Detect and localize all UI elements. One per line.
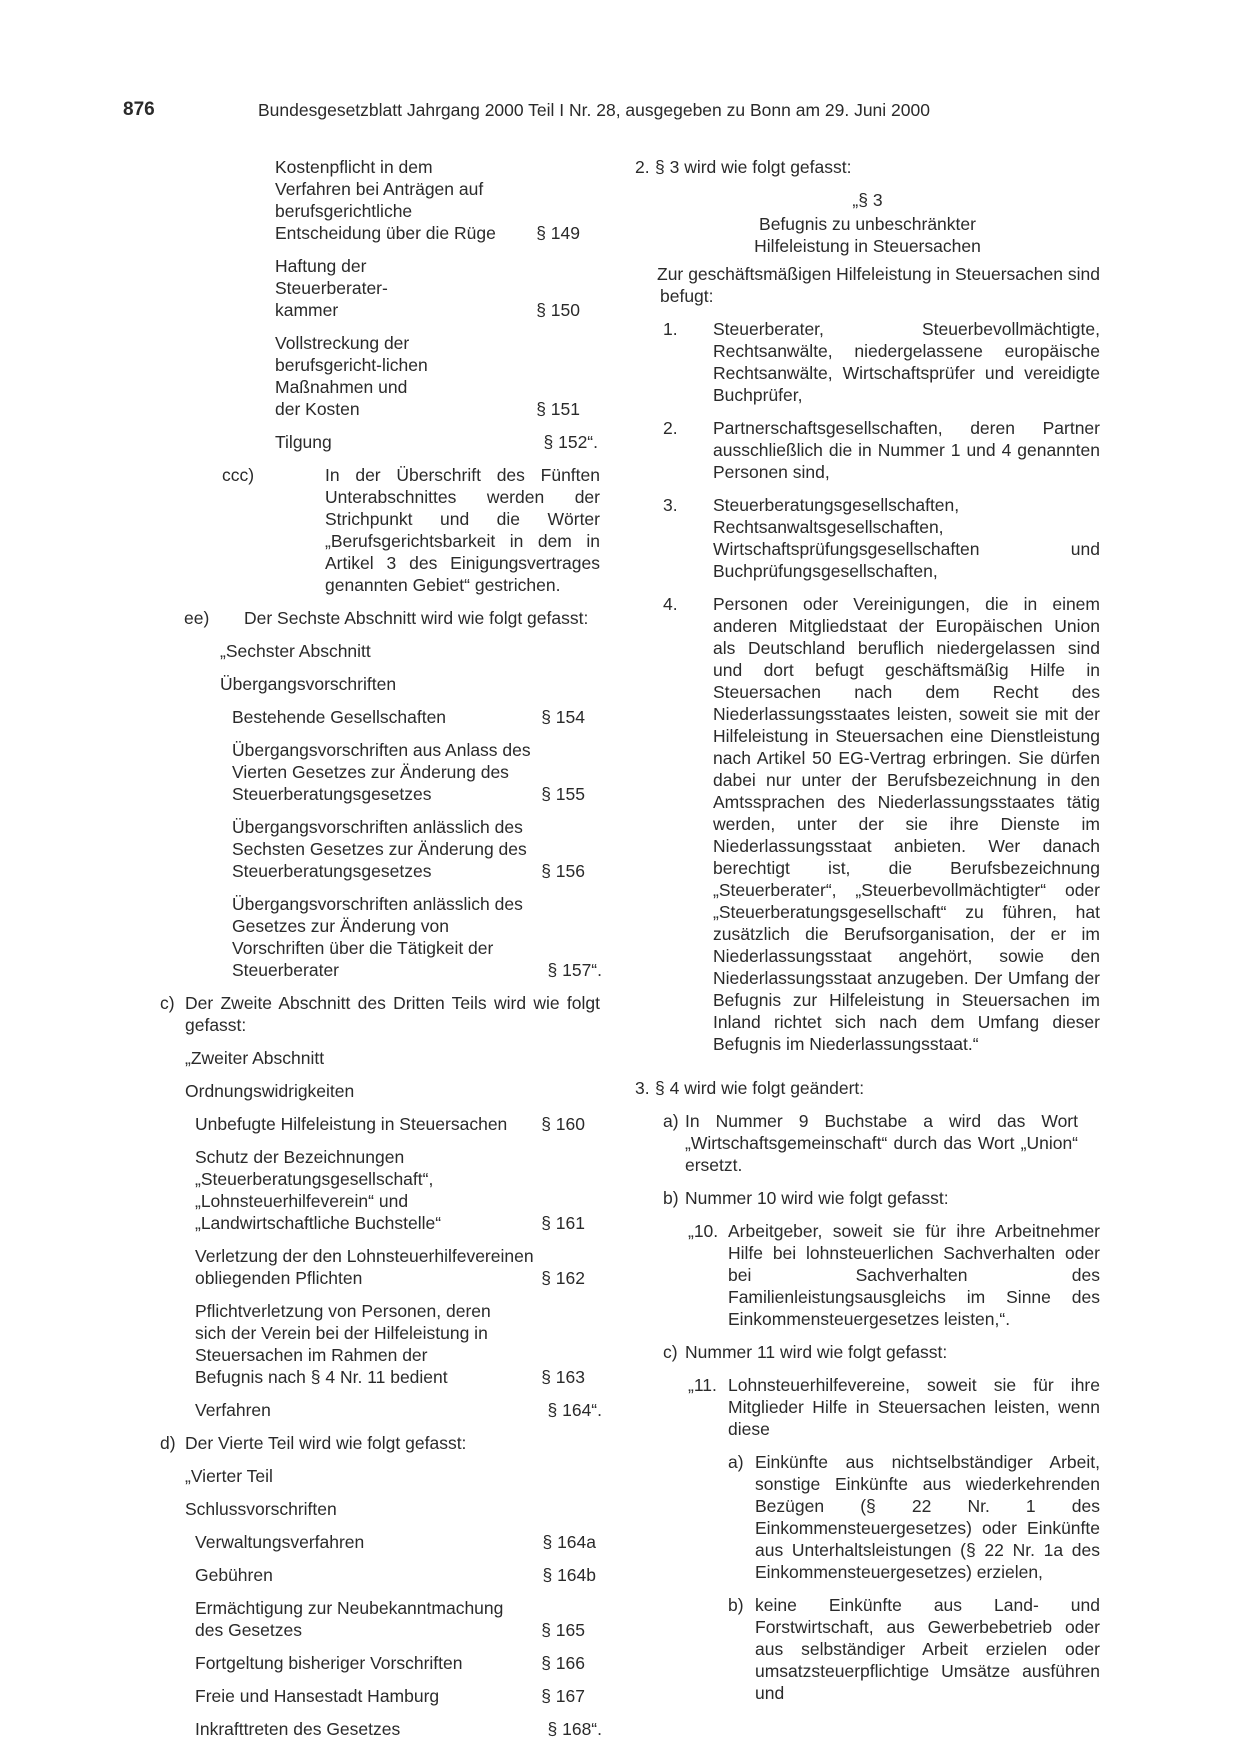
toc-text: Freie und Hansestadt Hamburg [195, 1686, 440, 1706]
item-d [160, 1432, 600, 1454]
toc-entry [232, 706, 600, 728]
item-text: keine Einkünfte aus Land- und Forstwirtschaft, aus Gewerbebetrieb oder aus selbständiger Arbeit erzielen oder umsatzsteuerpflichtige Umsätze ausführen und [755, 1595, 1100, 1703]
section-ref: § 161 [541, 1213, 585, 1233]
page-number: 876 [123, 99, 155, 120]
item-text: In Nummer 9 Buchstabe a wird das Wort „Wirtschaftsgemeinschaft“ durch das Wort „Union“ ersetzt. [685, 1111, 1078, 1175]
item-3a [663, 1110, 1078, 1176]
item-label: 1. [663, 319, 678, 339]
toc-entry [195, 1597, 600, 1641]
toc-entry [195, 1564, 600, 1586]
section-ref: § 152“. [543, 432, 598, 452]
section-ref: § 165 [541, 1620, 585, 1640]
item-n10 [688, 1220, 1100, 1330]
item-3c [663, 1341, 1100, 1363]
left-column [160, 156, 600, 1751]
section-ref: § 164b [542, 1565, 596, 1585]
item-n11 [688, 1374, 1100, 1440]
section-subheading: Schlussvorschriften [185, 1499, 337, 1519]
item-label: c) [663, 1342, 678, 1362]
item-label: c) [160, 993, 175, 1013]
item-label: ccc) [222, 465, 255, 485]
toc-block-c [160, 1113, 600, 1421]
item-label: 3. [635, 1078, 650, 1098]
toc-entry [232, 893, 600, 981]
section-ref: § 149 [536, 223, 580, 243]
toc-text: Haftung der Steuerberater-kammer [275, 256, 388, 320]
item-text: Einkünfte aus nichtselbständiger Arbeit, sonstige Einkünfte aus wiederkehrenden Bezügen (§ 22 Nr. 1 des Einkommensteuergesetzes) oder Einkünfte aus Unterhaltsleistungen (§ 22 Nr. 1a des Einkommensteuergesetzes) erzielen, [755, 1452, 1100, 1582]
section-ref: § 151 [536, 399, 580, 419]
section-ref: § 150 [536, 300, 580, 320]
item-3b [663, 1187, 1100, 1209]
toc-entry [275, 431, 600, 453]
section-ref: § 160 [541, 1114, 585, 1134]
toc-text: Inkrafttreten des Gesetzes [195, 1719, 401, 1739]
item-ee [184, 607, 600, 629]
item-n11a [728, 1451, 1100, 1583]
item-text: Steuerberater, Steuerbevollmächtigte, Rechtsanwälte, niedergelassene europäische Rechtsanwälte, Wirtschaftsprüfer und vereidigte Buchprüfer, [713, 319, 1100, 405]
intro-text [635, 263, 1100, 307]
toc-text: Übergangsvorschriften aus Anlass des Vierten Gesetzes zur Änderung des Steuerberatungsgesetzes [232, 740, 531, 804]
item-text: § 3 wird wie folgt gefasst: [655, 157, 852, 177]
toc-text: Tilgung [275, 432, 332, 452]
toc-text: Schutz der Bezeichnungen „Steuerberatungsgesellschaft“, „Lohnsteuerhilfeverein“ und „Landwirtschaftliche Buchstelle“ [195, 1147, 442, 1233]
toc-text: Gebühren [195, 1565, 273, 1585]
item-text: Nummer 11 wird wie folgt gefasst: [685, 1342, 948, 1362]
item-label: 4. [663, 594, 678, 614]
item-text: Partnerschaftsgesellschaften, deren Partner ausschließlich die in Nummer 1 und 4 genannten Personen sind, [713, 418, 1100, 482]
toc-entry [195, 1113, 600, 1135]
item-text: Steuerberatungsgesellschaften, Rechtsanwaltsgesellschaften, Wirtschaftsprüfungsgesellschaften und Buchprüfungsgesellschaften, [713, 495, 1100, 581]
toc-text: Unbefugte Hilfeleistung in Steuersachen [195, 1114, 508, 1134]
section-ref: § 168“. [547, 1719, 602, 1739]
right-column [635, 156, 1100, 1715]
toc-entry [195, 1531, 600, 1553]
item-text: Lohnsteuerhilfevereine, soweit sie für ihre Mitglieder Hilfe in Steuersachen leisten, wenn diese [728, 1375, 1100, 1439]
toc-entry [275, 255, 600, 321]
toc-text: Verwaltungsverfahren [195, 1532, 365, 1552]
item-label: „10. [688, 1221, 719, 1241]
section-heading: „Vierter Teil [185, 1466, 273, 1486]
item-label: a) [728, 1452, 744, 1472]
toc-text: Pflichtverletzung von Personen, deren sich der Verein bei der Hilfeleistung in Steuersachen im Rahmen der Befugnis nach § 4 Nr. 11 bedient [195, 1301, 491, 1387]
toc-text: Kostenpflicht in dem Verfahren bei Anträgen auf berufsgerichtliche Entscheidung über die Rüge [275, 157, 496, 243]
section-ref: § 162 [541, 1268, 585, 1288]
item-label: b) [663, 1188, 679, 1208]
paragraph-head: „§ 3 [852, 190, 883, 210]
paragraph-title: Befugnis zu unbeschränkter [759, 214, 976, 234]
toc-block-d [160, 1531, 600, 1740]
section-heading: „Sechster Abschnitt [220, 641, 371, 661]
section-ref: § 163 [541, 1367, 585, 1387]
section-ref: § 156 [541, 861, 585, 881]
item-2 [635, 156, 1100, 178]
list-item [663, 417, 1100, 483]
section-ref: § 166 [541, 1653, 585, 1673]
item-text: Arbeitgeber, soweit sie für ihre Arbeitnehmer Hilfe bei lohnsteuerlichen Sachverhalten oder bei Sachverhalten des Familienleistungsausgleichs im Sinne des Einkommensteuergesetzes leisten,“. [728, 1221, 1100, 1329]
item-ccc [222, 464, 600, 596]
item-label: d) [160, 1433, 176, 1453]
toc-text: Ermächtigung zur Neubekanntmachung des Gesetzes [195, 1598, 504, 1640]
section-ref: § 154 [541, 707, 585, 727]
item-text: In der Überschrift des Fünften Unterabschnittes werden der Strichpunkt und die Wörter „Berufsgerichtsbarkeit in dem in Artikel 3 des Einigungsvertrages genannten Gebiet“ gestrichen. [325, 465, 600, 595]
item-label: 2. [663, 418, 678, 438]
section-subheading: Ordnungswidrigkeiten [185, 1081, 355, 1101]
section-ref: § 167 [541, 1686, 585, 1706]
toc-entry [195, 1245, 600, 1289]
toc-text: Verfahren [195, 1400, 271, 1420]
toc-entry [195, 1685, 600, 1707]
item-text: Der Vierte Teil wird wie folgt gefasst: [185, 1433, 467, 1453]
item-text: Personen oder Vereinigungen, die in einem anderen Mitgliedstaat der Europäischen Union als Deutschland beruflich niedergelassen sind und dort befugt geschäftsmäßig Hilfe in Steuersachen nach dem Recht des Niederlassungsstaates leisten, soweit sie mit der Hilfeleistung in Steuersachen eine Dienstleistung nach Artikel 50 EG-Vertrag erbringen. Sie dürfen dabei nur unter der Berufsbezeichnung in den Amtssprachen des Niederlassungsstaates tätig werden, unter der sie ihre Dienste im Niederlassungsstaat anbieten. Wer danach berechtigt ist, die Berufsbezeichnung „Steuerberater“, „Steuerbevollmächtigter“ oder „Steuerberatungsgesellschaft“ zu führen, hat zusätzlich die Berufsorganisation, der er im Niederlassungsstaat angehört, sowie den Niederlassungsstaat anzugeben. Der Umfang der Befugnis zur Hilfeleistung in Steuersachen im Inland richtet sich nach dem Umfang dieser Befugnis im Niederlassungsstaat.“ [713, 594, 1100, 1054]
section-ref: § 155 [541, 784, 585, 804]
item-text: Der Sechste Abschnitt wird wie folgt gefasst: [244, 608, 589, 628]
section-subheading: Übergangsvorschriften [220, 674, 397, 694]
item-text: Nummer 10 wird wie folgt gefasst: [685, 1188, 949, 1208]
item-label: b) [728, 1595, 744, 1615]
list-item [663, 593, 1100, 1055]
toc-text: Fortgeltung bisheriger Vorschriften [195, 1653, 463, 1673]
item-label: 3. [663, 495, 678, 515]
item-text: § 4 wird wie folgt geändert: [655, 1078, 865, 1098]
toc-entry [232, 739, 600, 805]
toc-block-ee [160, 706, 600, 981]
toc-text: Verletzung der den Lohnsteuerhilfevereinen obliegenden Pflichten [195, 1246, 534, 1288]
toc-text: Bestehende Gesellschaften [232, 707, 447, 727]
paragraph-title: Hilfeleistung in Steuersachen [754, 236, 981, 256]
item-3 [635, 1077, 1100, 1099]
section-ref: § 157“. [547, 960, 602, 980]
item-label: 2. [635, 157, 650, 177]
toc-entry [232, 816, 600, 882]
toc-entry [195, 1146, 600, 1234]
list-item [663, 494, 1100, 582]
toc-entry [195, 1300, 600, 1388]
toc-text: Vollstreckung der berufsgericht-lichen Maßnahmen und der Kosten [275, 333, 428, 419]
toc-entry [195, 1399, 600, 1421]
section-ref: § 164a [542, 1532, 596, 1552]
item-label: a) [663, 1111, 679, 1131]
toc-entry [195, 1718, 600, 1740]
item-label: „11. [688, 1375, 717, 1395]
item-c [160, 992, 600, 1036]
toc-entry [275, 332, 600, 420]
toc-entry [275, 156, 600, 244]
intro-sentence: Zur geschäftsmäßigen Hilfeleistung in Steuersachen sind befugt: [657, 264, 1100, 306]
toc-text: Übergangsvorschriften anlässlich des Sechsten Gesetzes zur Änderung des Steuerberatungsgesetzes [232, 817, 527, 881]
page-header [123, 99, 1123, 123]
item-n11b [728, 1594, 1100, 1704]
header-title: Bundesgesetzblatt Jahrgang 2000 Teil I Nr. 28, ausgegeben zu Bonn am 29. Juni 2000 [258, 100, 930, 120]
toc-text: Übergangsvorschriften anlässlich des Gesetzes zur Änderung von Vorschriften über die Tätigkeit der Steuerberater [232, 894, 523, 980]
section-heading: „Zweiter Abschnitt [185, 1048, 325, 1068]
list-item [663, 318, 1100, 406]
toc-block-a [160, 156, 600, 453]
item-label: ee) [184, 608, 210, 628]
section-ref: § 164“. [547, 1400, 602, 1420]
item-text: Der Zweite Abschnitt des Dritten Teils wird wie folgt gefasst: [185, 993, 600, 1035]
toc-entry [195, 1652, 600, 1674]
